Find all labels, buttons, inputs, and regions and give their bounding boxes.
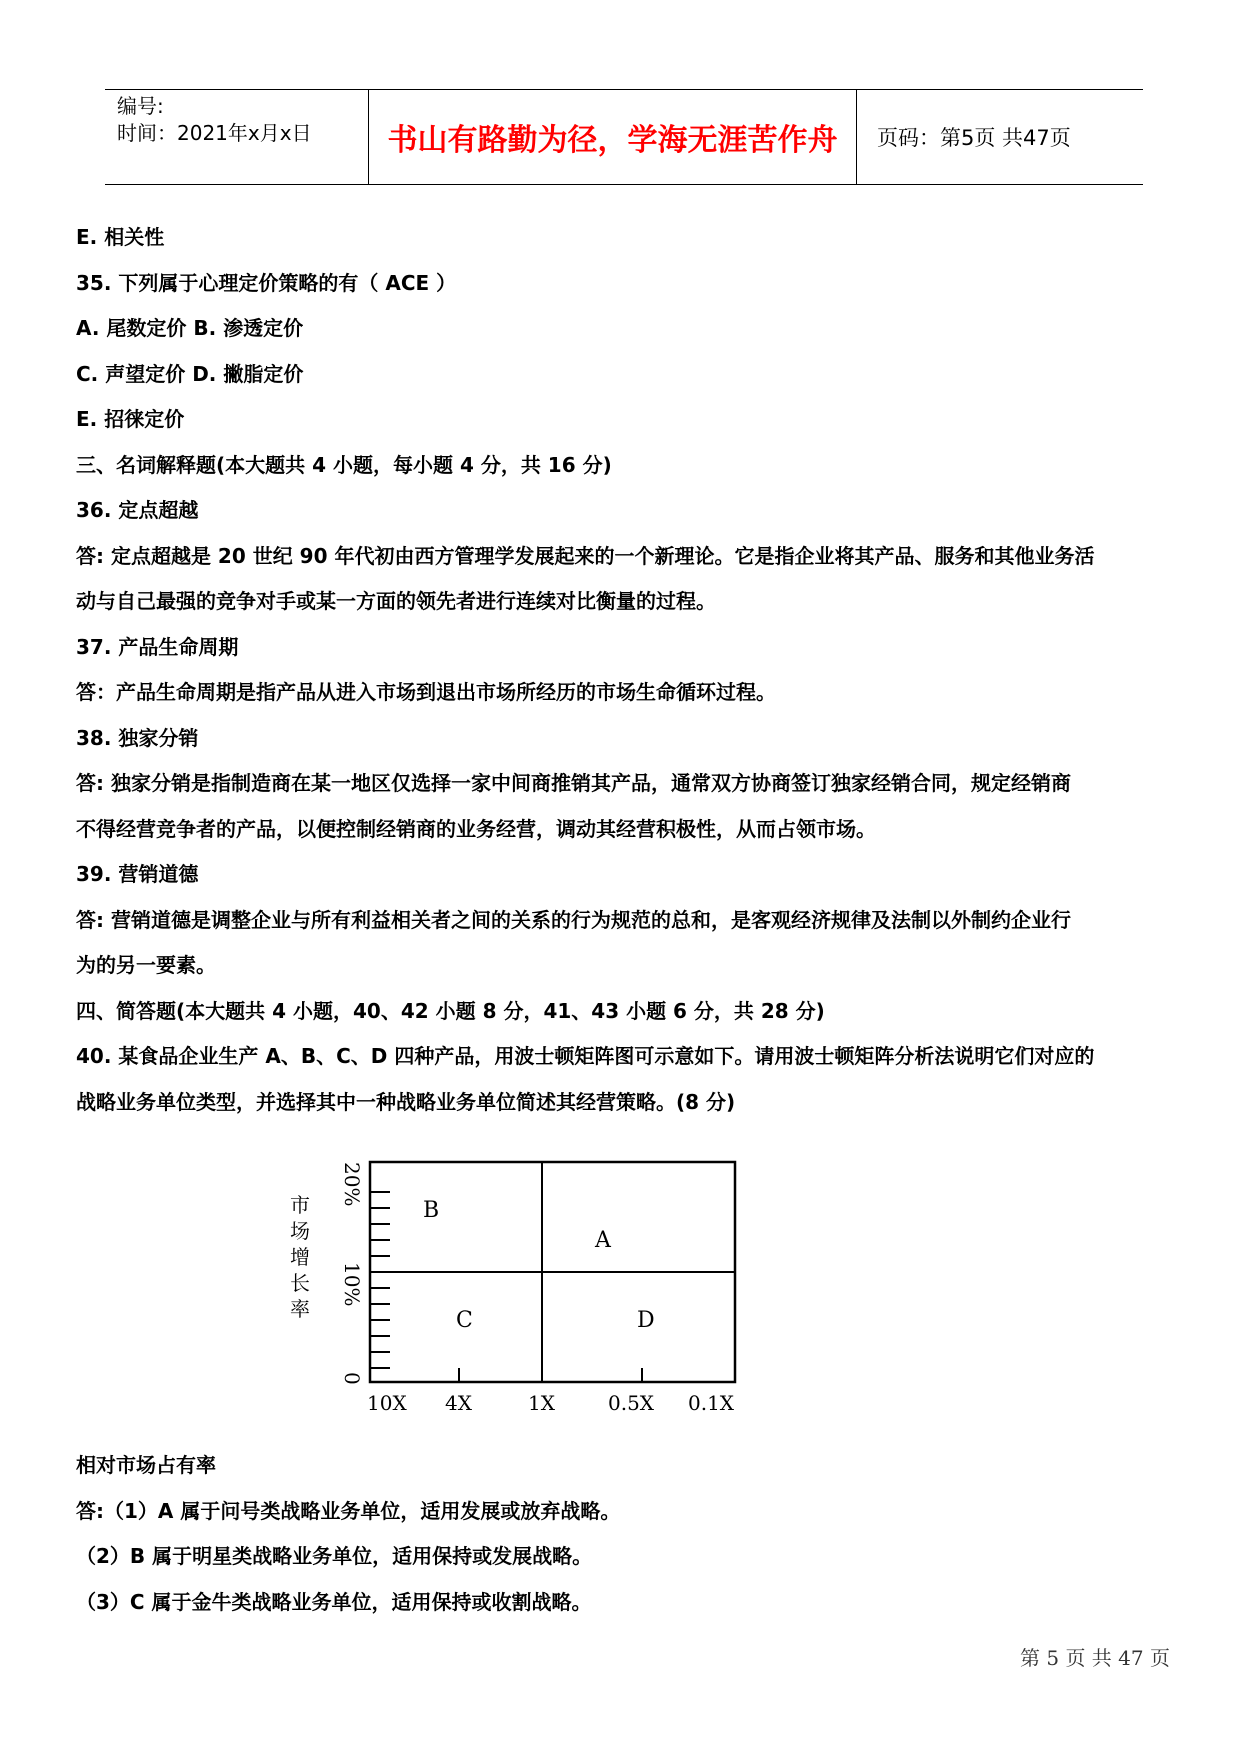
text-line: 不得经营竞争者的产品，以便控制经销商的业务经营，调动其经营积极性，从而占领市场。 [76, 816, 876, 841]
text-line: A. 尾数定价 B. 渗透定价 [76, 316, 304, 340]
header-page-code: 页码：第5页 共47页 [877, 126, 1071, 150]
text-line: 35. 下列属于心理定价策略的有（ ACE ） [76, 270, 457, 295]
y-axis-label-char: 率 [290, 1297, 310, 1321]
text-line: 答: 定点超越是 20 世纪 90 年代初由西方管理学发展起来的一个新理论。它是指企业将其产品、服务和其他业务活 [76, 543, 1095, 568]
x-tick-label: 0.5X [608, 1391, 655, 1415]
text-line: 38. 独家分销 [76, 725, 199, 750]
header-meta [117, 90, 367, 184]
text-line: 答: 独家分销是指制造商在某一地区仅选择一家中间商推销其产品，通常双方协商签订独家经销合同，规定经销商 [76, 771, 1071, 795]
quadrant-label-d: D [637, 1308, 655, 1333]
text-line: 战略业务单位类型，并选择其中一种战略业务单位简述其经营策略。(8 分) [76, 1089, 736, 1114]
text-line: 39. 营销道德 [76, 862, 199, 886]
y-axis-label [290, 1193, 310, 1321]
y-tick-label: 10% [340, 1262, 364, 1307]
text-line: 动与自己最强的竞争对手或某一方面的领先者进行连续对比衡量的过程。 [76, 589, 716, 613]
y-axis-label-char: 市 [290, 1193, 310, 1217]
text-line: （2）B 属于明星类战略业务单位，适用保持或发展战略。 [76, 1544, 593, 1568]
text-line: 四、简答题(本大题共 4 小题，40、42 小题 8 分，41、43 小题 6 分，共 28 分) [76, 998, 825, 1023]
quadrant-label-c: C [456, 1308, 473, 1333]
bcg-matrix-svg [270, 1140, 770, 1420]
text-line: （3）C 属于金牛类战略业务单位，适用保持或收割战略。 [76, 1589, 592, 1614]
x-tick-label: 10X [367, 1391, 407, 1415]
text-line: 37. 产品生命周期 [76, 634, 239, 659]
number-label: 编号: [117, 94, 164, 118]
quadrant-label-b: B [423, 1198, 440, 1223]
bcg-matrix-diagram [270, 1140, 770, 1420]
y-axis-label-char: 增 [290, 1245, 310, 1269]
y-tick-label: 0 [340, 1372, 364, 1385]
y-axis-label-char: 场 [290, 1219, 310, 1243]
document-body [76, 215, 1176, 1125]
x-tick-label: 1X [528, 1391, 555, 1415]
time-label: 时间：2021年x月x日 [117, 121, 312, 145]
text-line: 为的另一要素。 [76, 953, 216, 977]
text-line: 答: 营销道德是调整企业与所有利益相关者之间的关系的行为规范的总和，是客观经济规律及法制以外制约企业行 [76, 907, 1071, 932]
text-line: 答：产品生命周期是指产品从进入市场到退出市场所经历的市场生命循环过程。 [76, 680, 776, 704]
text-line: 答:（1）A 属于问号类战略业务单位，适用发展或放弃战略。 [76, 1498, 621, 1523]
header-motto: 书山有路勤为径，学海无涯苦作舟 [368, 90, 857, 184]
text-line: E. 相关性 [76, 225, 165, 249]
text-line: 三、名词解释题(本大题共 4 小题，每小题 4 分，共 16 分) [76, 452, 612, 477]
x-axis-caption: 相对市场占有率 [76, 1453, 216, 1477]
text-line: 36. 定点超越 [76, 498, 199, 522]
x-tick-label: 4X [445, 1391, 472, 1415]
text-line: E. 招徕定价 [76, 407, 185, 431]
y-axis-label-char: 长 [290, 1271, 310, 1295]
minor-ticks [370, 1192, 642, 1382]
y-tick-label: 20% [340, 1162, 364, 1207]
answer-block [76, 1443, 1176, 1625]
quadrant-label-a: A [595, 1228, 611, 1253]
page-footer: 第 5 页 共 47 页 [1020, 1646, 1170, 1670]
text-line: 40. 某食品企业生产 A、B、C、D 四种产品，用波士顿矩阵图可示意如下。请用波士顿矩阵分析法说明它们对应的 [76, 1044, 1095, 1068]
page-header [105, 89, 1143, 185]
text-line: C. 声望定价 D. 撇脂定价 [76, 361, 304, 386]
x-tick-label: 0.1X [688, 1391, 735, 1415]
